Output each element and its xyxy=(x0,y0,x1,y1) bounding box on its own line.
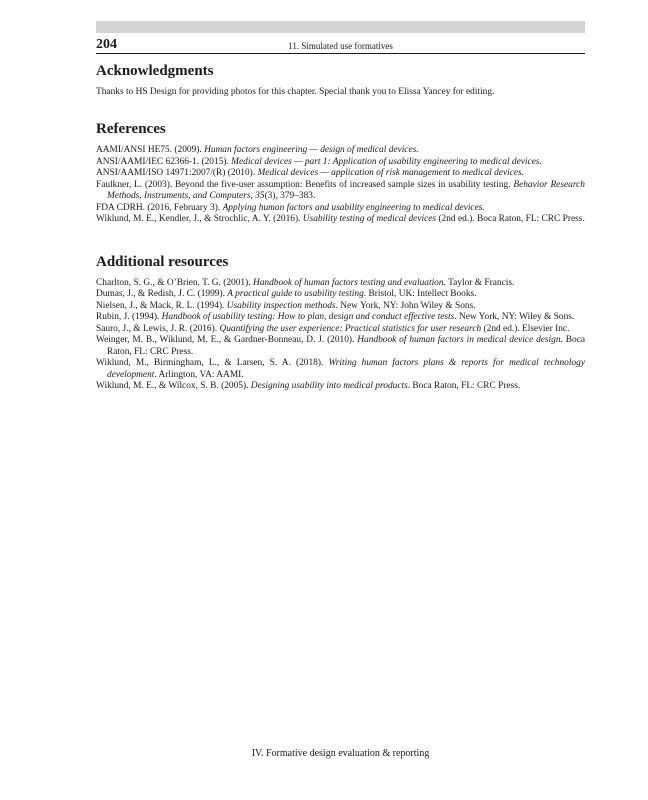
reference-title: Medical devices — part 1: Application of usability engineering to medical devices. xyxy=(231,156,542,167)
reference-title: Human factors engineering — design of medical devices. xyxy=(204,145,419,155)
reference-title: Usability testing of medical devices xyxy=(302,214,437,224)
reference-title: Handbook of human factors in medical device design xyxy=(357,335,561,345)
reference-text: . Taylor & Francis. xyxy=(443,277,515,288)
acknowledgments-text: Thanks to HS Design for providing photos for this chapter. Special thank you to Elissa Yancey for editing. xyxy=(96,87,495,97)
additional-resources-heading: Additional resources xyxy=(96,253,229,270)
reference-text: (2nd ed.). Elsevier Inc. xyxy=(481,323,570,334)
references-list xyxy=(96,145,585,226)
reference-title: Usability inspection methods xyxy=(226,300,336,311)
header-bar xyxy=(96,21,585,33)
reference-text: (3), 379–383. xyxy=(264,191,316,201)
reference-entry xyxy=(96,289,585,301)
reference-text: . New York, NY: John Wiley & Sons. xyxy=(335,300,476,311)
reference-title: Applying human factors and usability engineering to medical devices. xyxy=(222,202,485,213)
reference-text: Weinger, M. B., Wiklund, M. E., & Gardner-Bonneau, D. J. (2010). xyxy=(96,335,358,345)
reference-text: ANSI/AAMI/ISO 14971:2007/(R) (2010). xyxy=(96,168,258,178)
reference-text: . New York, NY: Wiley & Sons. xyxy=(454,312,575,322)
reference-text: Wiklund, M., Birmingham, L., & Larsen, S. A. (2018). xyxy=(96,358,329,368)
references-section xyxy=(96,118,585,226)
reference-entry xyxy=(96,214,585,226)
reference-text: Wiklund, M. E., & Wilcox, S. B. (2005). xyxy=(96,381,251,391)
references-heading: References xyxy=(96,121,166,137)
reference-title: Writing human factors plans & reports for medical technology development xyxy=(107,358,585,380)
reference-text: Faulkner, L. (2003). Beyond the five-user assumption: Benefits of increased sample sizes in usability testing. xyxy=(96,179,514,190)
reference-text: . Boca Raton, FL: CRC Press. xyxy=(407,381,521,391)
reference-text: Charlton, S. G., & O’Brien, T. G. (2001). xyxy=(96,277,253,288)
reference-entry xyxy=(96,301,585,313)
reference-text: ANSI/AAMI/IEC 62366-1. (2015). xyxy=(96,156,232,167)
header-rule xyxy=(96,53,585,54)
running-head: 11. Simulated use formatives xyxy=(288,41,393,51)
reference-title: Designing usability into medical products xyxy=(250,381,408,391)
reference-entry xyxy=(96,278,585,290)
reference-entry xyxy=(96,168,585,180)
acknowledgments-heading: Acknowledgments xyxy=(96,63,214,79)
reference-entry xyxy=(96,145,585,157)
reference-title: A practical guide to usability testing xyxy=(227,289,364,299)
reference-entry xyxy=(96,180,585,203)
reference-text: Nielsen, J., & Mack, R. L. (1994). xyxy=(96,300,227,311)
reference-text: (2nd ed.). Boca Raton, FL: CRC Press. xyxy=(436,214,585,224)
reference-entry xyxy=(96,381,585,393)
reference-title: Handbook of usability testing: How to plan, design and conduct effective tests xyxy=(161,312,455,322)
reference-entry xyxy=(96,312,585,324)
reference-title: Quantifying the user experience: Practical statistics for user research xyxy=(219,323,482,334)
additional-resources-section xyxy=(96,251,585,393)
page-number: 204 xyxy=(96,37,117,52)
reference-entry xyxy=(96,324,585,336)
reference-text: Sauro, J., & Lewis, J. R. (2016). xyxy=(96,323,220,334)
reference-text: . Boca Raton, FL: CRC Press. xyxy=(107,335,586,357)
reference-entry xyxy=(96,203,585,215)
reference-text: AAMI/ANSI HE75. (2009). xyxy=(96,145,205,155)
reference-title: Behavior Research Methods, Instruments, and Computers, 35 xyxy=(107,179,585,201)
reference-title: Handbook of human factors testing and evaluation xyxy=(252,277,444,288)
reference-text: . Arlington, VA: AAMI. xyxy=(154,369,244,380)
additional-resources-list xyxy=(96,278,585,393)
reference-text: Dumas, J., & Redish, J. C. (1999). xyxy=(96,289,228,299)
acknowledgments-section xyxy=(96,60,585,98)
page-footer: IV. Formative design evaluation & reporting xyxy=(251,748,430,759)
reference-entry xyxy=(96,157,585,169)
reference-entry xyxy=(96,335,585,358)
page-content xyxy=(96,60,585,393)
reference-text: . Bristol, UK: Intellect Books. xyxy=(363,289,477,299)
reference-text: FDA CDRH. (2016, February 3). xyxy=(96,202,223,213)
reference-entry xyxy=(96,358,585,381)
reference-text: Rubin, J. (1994). xyxy=(96,312,162,322)
reference-title: Medical devices — application of risk management to medical devices. xyxy=(257,168,525,178)
reference-text: Wiklund, M. E., Kendler, J., & Strochlic, A. Y. (2016). xyxy=(96,214,303,224)
